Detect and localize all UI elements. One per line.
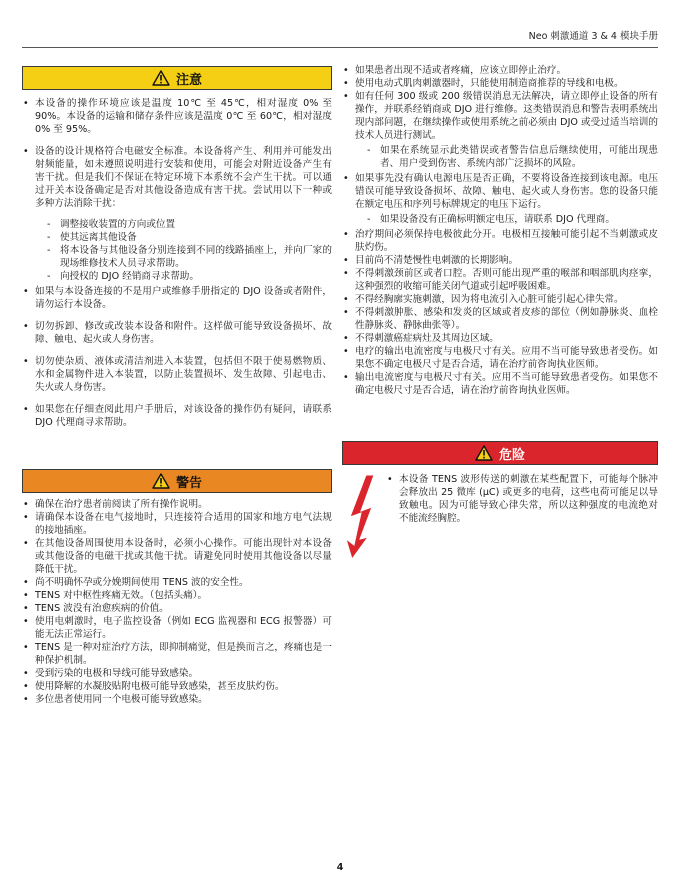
list-item: • 多位患者使用同一个电极可能导致感染。 <box>22 693 332 706</box>
sub-list-item: - 如果在系统显示此类错误或者警告信息后继续使用，可能出现患者、用户受到伤害、系统内部广泛损坏的风险。 <box>355 144 658 170</box>
list-item: • TENS 对中枢性疼痛无效。（包括头痛）。 <box>22 589 332 602</box>
warning-list <box>22 498 332 706</box>
list-item: • 请确保本设备在电气接地时，只连接符合适用的国家和地方电气法规的接地插座。 <box>22 511 332 537</box>
list-item: • 如果与本设备连接的不是用户或维修手册指定的 DJO 设备或者附件，请勿运行本设备。 <box>22 285 332 311</box>
left-column <box>22 56 332 706</box>
right-column <box>342 56 658 565</box>
list-item: • 切勿使杂质、液体或清洁剂进入本装置，包括但不限于使易燃物质、水和金属物件进入本装置，以防止装置损坏、发生故障、引起电击、失火或人身伤害。 <box>22 355 332 394</box>
sub-list-item: - 调整接收装置的方向或位置 <box>35 218 332 231</box>
list-item: • 使用电刺激时，电子监控设备（例如 ECG 监视器和 ECG 报警器）可能无法正常运行。 <box>22 615 332 641</box>
danger-heading: 危险 <box>498 447 525 463</box>
list-item: • 如果您在仔细查阅此用户手册后，对该设备的操作仍有疑问，请联系 DJO 代理商寻求帮助。 <box>22 403 332 429</box>
list-item: • 使用降解的水凝胶贴附电极可能导致感染，甚至皮肤灼伤。 <box>22 680 332 693</box>
warning-triangle-icon <box>152 70 170 86</box>
warning-triangle-icon <box>152 473 170 489</box>
list-item: • 不得刺激肿胀、感染和发炎的区域或者皮疹的部位（例如静脉炎、血栓性静脉炎、静脉曲张等）。 <box>342 306 658 332</box>
voltage-sub-list <box>355 213 658 226</box>
list-item: • 本设备 TENS 波形传送的刺激在某些配置下，可能每个脉冲会释放出 25 微库 (μC) 或更多的电荷，这些电荷可能足以导致触电。因为可能导致心律失常，所以这种强度的电流绝对不能流经胸腔。 <box>386 473 658 525</box>
warning-continued-list <box>342 64 658 397</box>
list-item <box>22 145 332 283</box>
header-rule <box>22 47 658 48</box>
caution-banner <box>22 66 332 90</box>
list-item-text: 设备的设计规格符合电磁安全标准。本设备将产生、利用并可能发出射频能量，如未遵照说明进行安装和使用，可能会对附近设备产生有害干扰。但是我们不保证在特定环境下本系统不会产生干扰。可以通过开关本设备确定是否对其他设备造成有害干扰。尝试用以下一种或多种方法消除干扰： <box>35 146 332 209</box>
running-header: Neo 刺激通道 3 & 4 模块手册 <box>528 31 658 42</box>
list-item: • 不得刺激癌症病灶及其周边区域。 <box>342 332 658 345</box>
caution-heading: 注意 <box>175 72 202 88</box>
list-item: • 使用电动式肌肉刺激器时，只能使用制造商推荐的导线和电极。 <box>342 77 658 90</box>
list-item: • 在其他设备周围使用本设备时，必须小心操作。可能出现针对本设备或其他设备的电磁干扰或其他干扰。请避免同时使用其他设备以尽量降低干扰。 <box>22 537 332 576</box>
list-item <box>342 172 658 226</box>
danger-banner <box>342 441 658 465</box>
sub-list-item: - 向授权的 DJO 经销商寻求帮助。 <box>35 270 332 283</box>
warning-heading: 警告 <box>175 475 202 491</box>
caution-list <box>22 97 332 429</box>
sub-list-item: - 如果设备没有正确标明额定电压，请联系 DJO 代理商。 <box>355 213 658 226</box>
sub-list-item: - 使其远离其他设备 <box>35 231 332 244</box>
list-item: • 尚不明确怀孕或分娩期间使用 TENS 波的安全性。 <box>22 576 332 589</box>
list-item: • 治疗期间必须保持电极彼此分开。电极相互接触可能引起不当刺激或皮肤灼伤。 <box>342 228 658 254</box>
list-item: • 受到污染的电极和导线可能导致感染。 <box>22 667 332 680</box>
list-item: • 确保在治疗患者前阅读了所有操作说明。 <box>22 498 332 511</box>
list-item: • 如果患者出现不适或者疼痛，应该立即停止治疗。 <box>342 64 658 77</box>
list-item: • TENS 波没有治愈疾病的价值。 <box>22 602 332 615</box>
list-item: • TENS 是一种对症治疗方法，即抑制痛觉，但是换而言之，疼痛也是一种保护机制。 <box>22 641 332 667</box>
error-sub-list <box>355 144 658 170</box>
list-item: • 切勿拆卸、修改或改装本设备和附件。这样做可能导致设备损坏、故障、触电、起火或人身伤害。 <box>22 320 332 346</box>
list-item <box>342 90 658 170</box>
list-item: • 目前尚不清楚慢性电刺激的长期影响。 <box>342 254 658 267</box>
list-item-text: 如有任何 300 级或 200 级错误消息无法解决，请立即停止设备的所有操作，并联系经销商或 DJO 进行维修。这类错误消息和警告表明系统出现内部问题，在继续操作或使用系统之前必须由 DJO 或受过适当培训的技术人员进行测试。 <box>355 91 658 141</box>
warning-banner <box>22 469 332 493</box>
warning-triangle-icon <box>475 445 493 461</box>
lightning-bolt-icon <box>342 473 386 565</box>
list-item-text: 如果事先没有确认电源电压是否正确，不要将设备连接到该电源。电压错误可能导致设备损坏、故障、触电、起火或人身伤害。您的设备只能在额定电压和序列号标牌规定的电压下运行。 <box>355 173 658 210</box>
sub-list-item: - 将本设备与其他设备分别连接到不同的线路插座上，并向厂家的现场维修技术人员寻求帮助。 <box>35 244 332 270</box>
caution-sub-list <box>35 218 332 283</box>
danger-list <box>386 473 658 565</box>
list-item: • 输出电流密度与电极尺寸有关。应用不当可能导致患者受伤。如果您不确定电极尺寸是否合适，请在治疗前咨询执业医师。 <box>342 371 658 397</box>
page-number: 4 <box>336 862 344 873</box>
list-item: • 不得经胸廓实施刺激，因为将电流引入心脏可能引起心律失常。 <box>342 293 658 306</box>
list-item: • 电疗的输出电流密度与电极尺寸有关。应用不当可能导致患者受伤。如果您不确定电极尺寸是否合适，请在治疗前咨询执业医师。 <box>342 345 658 371</box>
list-item: • 本设备的操作环境应该是温度 10℃ 至 45℃，相对湿度 0% 至 90%。本设备的运输和储存条件应该是温度 0℃ 至 60℃，相对湿度 0% 至 95%。 <box>22 97 332 136</box>
list-item: • 不得刺激颈前区或者口腔。否则可能出现严重的喉部和咽部肌肉痉挛，这种强烈的收缩可能关闭气道或引起呼吸困难。 <box>342 267 658 293</box>
danger-body <box>342 473 658 565</box>
